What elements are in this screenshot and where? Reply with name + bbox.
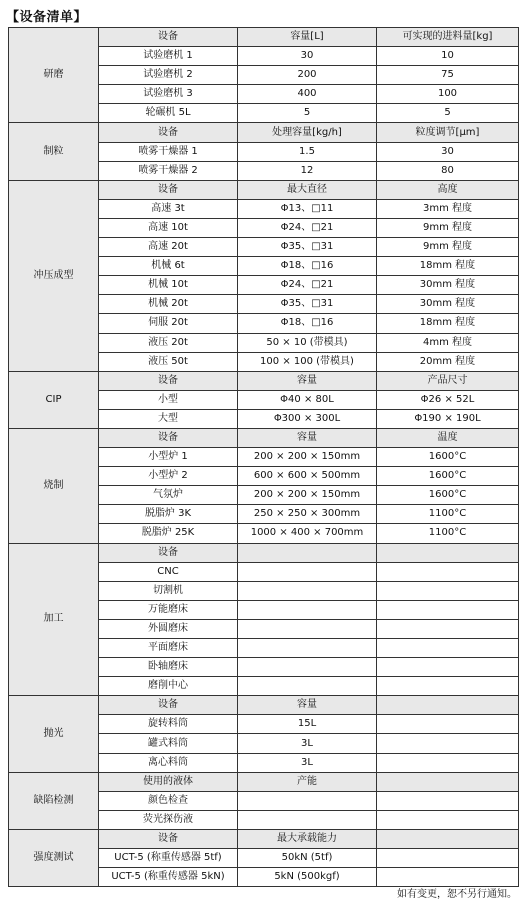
column-header [377, 772, 519, 791]
table-cell: 75 [377, 66, 519, 85]
category-cell: CIP [9, 371, 99, 428]
table-cell: 200 × 200 × 150mm [238, 448, 377, 467]
table-cell [377, 619, 519, 638]
column-header: 最大承载能力 [238, 829, 377, 848]
table-cell: 脱脂炉 25K [99, 524, 238, 543]
table-cell: CNC [99, 562, 238, 581]
table-cell: 1600°C [377, 467, 519, 486]
table-cell: 旋转料筒 [99, 715, 238, 734]
table-cell: 80 [377, 161, 519, 180]
column-header: 温度 [377, 428, 519, 447]
column-header: 设备 [99, 829, 238, 848]
table-cell: 30mm 程度 [377, 276, 519, 295]
table-cell: 试验磨机 1 [99, 47, 238, 66]
column-header: 容量[L] [238, 28, 377, 47]
table-cell: 喷雾干燥器 1 [99, 142, 238, 161]
table-cell: 200 × 200 × 150mm [238, 486, 377, 505]
table-cell: 5kN (500kgf) [238, 868, 377, 887]
table-cell [377, 677, 519, 696]
table-cell: 脱脂炉 3K [99, 505, 238, 524]
table-cell [377, 849, 519, 868]
table-cell [377, 581, 519, 600]
table-cell: 切割机 [99, 581, 238, 600]
table-cell: 平面磨床 [99, 639, 238, 658]
table-cell: 600 × 600 × 500mm [238, 467, 377, 486]
table-cell [238, 677, 377, 696]
table-cell: 液压 50t [99, 352, 238, 371]
table-cell: 颜色检查 [99, 791, 238, 810]
table-cell [377, 658, 519, 677]
table-cell: 5 [377, 104, 519, 123]
column-header: 使用的液体 [99, 772, 238, 791]
category-cell: 烧制 [9, 428, 99, 543]
section-header-row [9, 371, 519, 390]
column-header: 设备 [99, 123, 238, 142]
table-cell: Φ300 × 300L [238, 409, 377, 428]
table-cell [238, 658, 377, 677]
category-cell: 加工 [9, 543, 99, 696]
table-cell: 大型 [99, 409, 238, 428]
table-cell [377, 562, 519, 581]
table-cell: 1000 × 400 × 700mm [238, 524, 377, 543]
table-cell: 5 [238, 104, 377, 123]
table-cell: 试验磨机 3 [99, 85, 238, 104]
table-cell: Φ24、□21 [238, 218, 377, 237]
column-header: 粒度调节[μm] [377, 123, 519, 142]
table-cell [377, 734, 519, 753]
column-header [377, 696, 519, 715]
table-cell: 荧光探伤液 [99, 810, 238, 829]
table-cell: 液压 20t [99, 333, 238, 352]
column-header: 设备 [99, 696, 238, 715]
category-cell: 强度测试 [9, 829, 99, 886]
table-cell: 高速 3t [99, 199, 238, 218]
table-cell [238, 581, 377, 600]
table-cell: UCT-5 (称重传感器 5kN) [99, 868, 238, 887]
table-cell [377, 639, 519, 658]
table-cell: 200 [238, 66, 377, 85]
category-cell: 缺陷检测 [9, 772, 99, 829]
equipment-table [8, 27, 519, 887]
table-cell: 3L [238, 734, 377, 753]
column-header: 可实现的进料量[kg] [377, 28, 519, 47]
table-cell: Φ18、□16 [238, 314, 377, 333]
column-header [377, 543, 519, 562]
table-cell: 18mm 程度 [377, 257, 519, 276]
category-cell: 冲压成型 [9, 180, 99, 371]
table-cell: 100 × 100 (带模具) [238, 352, 377, 371]
table-cell: Φ190 × 190L [377, 409, 519, 428]
table-cell [238, 639, 377, 658]
table-cell: 万能磨床 [99, 600, 238, 619]
table-cell: Φ26 × 52L [377, 390, 519, 409]
table-cell [238, 600, 377, 619]
table-cell: 小型炉 2 [99, 467, 238, 486]
table-cell: 9mm 程度 [377, 238, 519, 257]
column-header: 设备 [99, 180, 238, 199]
table-cell [238, 562, 377, 581]
table-cell: 30 [238, 47, 377, 66]
table-cell: 18mm 程度 [377, 314, 519, 333]
column-header: 容量 [238, 696, 377, 715]
category-cell: 研磨 [9, 28, 99, 123]
footnote: 如有变更，恕不另行通知。 [397, 889, 517, 900]
table-cell: Φ40 × 80L [238, 390, 377, 409]
column-header: 高度 [377, 180, 519, 199]
table-cell: 轮碾机 5L [99, 104, 238, 123]
table-cell: 气氛炉 [99, 486, 238, 505]
table-cell: 喷雾干燥器 2 [99, 161, 238, 180]
table-cell: UCT-5 (称重传感器 5tf) [99, 849, 238, 868]
column-header: 容量 [238, 371, 377, 390]
table-cell: 卧轴磨床 [99, 658, 238, 677]
document-title: 【设备清单】 [6, 10, 88, 25]
table-cell: Φ35、□31 [238, 295, 377, 314]
table-cell: 1100°C [377, 524, 519, 543]
table-cell [377, 715, 519, 734]
table-cell: 机械 20t [99, 295, 238, 314]
table-cell: 30mm 程度 [377, 295, 519, 314]
table-cell: 100 [377, 85, 519, 104]
table-cell: 高速 20t [99, 238, 238, 257]
table-cell: 9mm 程度 [377, 218, 519, 237]
table-cell: 3L [238, 753, 377, 772]
column-header: 最大直径 [238, 180, 377, 199]
section-header-row [9, 123, 519, 142]
category-cell: 抛光 [9, 696, 99, 772]
section-header-row [9, 772, 519, 791]
table-cell [377, 810, 519, 829]
column-header: 容量 [238, 428, 377, 447]
section-header-row [9, 829, 519, 848]
table-cell: 400 [238, 85, 377, 104]
table-cell: 12 [238, 161, 377, 180]
table-cell: 小型 [99, 390, 238, 409]
table-cell: 1100°C [377, 505, 519, 524]
table-cell [377, 791, 519, 810]
column-header: 产能 [238, 772, 377, 791]
table-cell: 1600°C [377, 448, 519, 467]
table-cell: 20mm 程度 [377, 352, 519, 371]
table-cell: 罐式料筒 [99, 734, 238, 753]
section-header-row [9, 28, 519, 47]
table-cell: 30 [377, 142, 519, 161]
table-cell: 50kN (5tf) [238, 849, 377, 868]
table-cell: Φ18、□16 [238, 257, 377, 276]
table-cell: Φ24、□21 [238, 276, 377, 295]
table-cell: 1.5 [238, 142, 377, 161]
column-header: 产品尺寸 [377, 371, 519, 390]
table-cell [238, 810, 377, 829]
table-cell: 外圆磨床 [99, 619, 238, 638]
table-cell: 15L [238, 715, 377, 734]
table-cell [238, 791, 377, 810]
table-cell: 机械 10t [99, 276, 238, 295]
table-cell [238, 619, 377, 638]
section-header-row [9, 696, 519, 715]
table-cell: 50 × 10 (带模具) [238, 333, 377, 352]
table-cell: 伺服 20t [99, 314, 238, 333]
table-cell: 4mm 程度 [377, 333, 519, 352]
column-header: 设备 [99, 543, 238, 562]
table-cell: 3mm 程度 [377, 199, 519, 218]
table-cell: 试验磨机 2 [99, 66, 238, 85]
column-header: 设备 [99, 371, 238, 390]
table-cell: 机械 6t [99, 257, 238, 276]
table-cell: Φ13、□11 [238, 199, 377, 218]
table-cell [377, 753, 519, 772]
section-header-row [9, 543, 519, 562]
table-cell: 1600°C [377, 486, 519, 505]
column-header [377, 829, 519, 848]
table-cell: 10 [377, 47, 519, 66]
table-cell [377, 600, 519, 619]
column-header: 设备 [99, 428, 238, 447]
section-header-row [9, 180, 519, 199]
table-cell: 高速 10t [99, 218, 238, 237]
section-header-row [9, 428, 519, 447]
table-cell: 250 × 250 × 300mm [238, 505, 377, 524]
column-header: 处理容量[kg/h] [238, 123, 377, 142]
table-cell [377, 868, 519, 887]
table-cell: Φ35、□31 [238, 238, 377, 257]
category-cell: 制粒 [9, 123, 99, 180]
column-header [238, 543, 377, 562]
table-cell: 小型炉 1 [99, 448, 238, 467]
column-header: 设备 [99, 28, 238, 47]
table-cell: 磨削中心 [99, 677, 238, 696]
table-cell: 离心料筒 [99, 753, 238, 772]
